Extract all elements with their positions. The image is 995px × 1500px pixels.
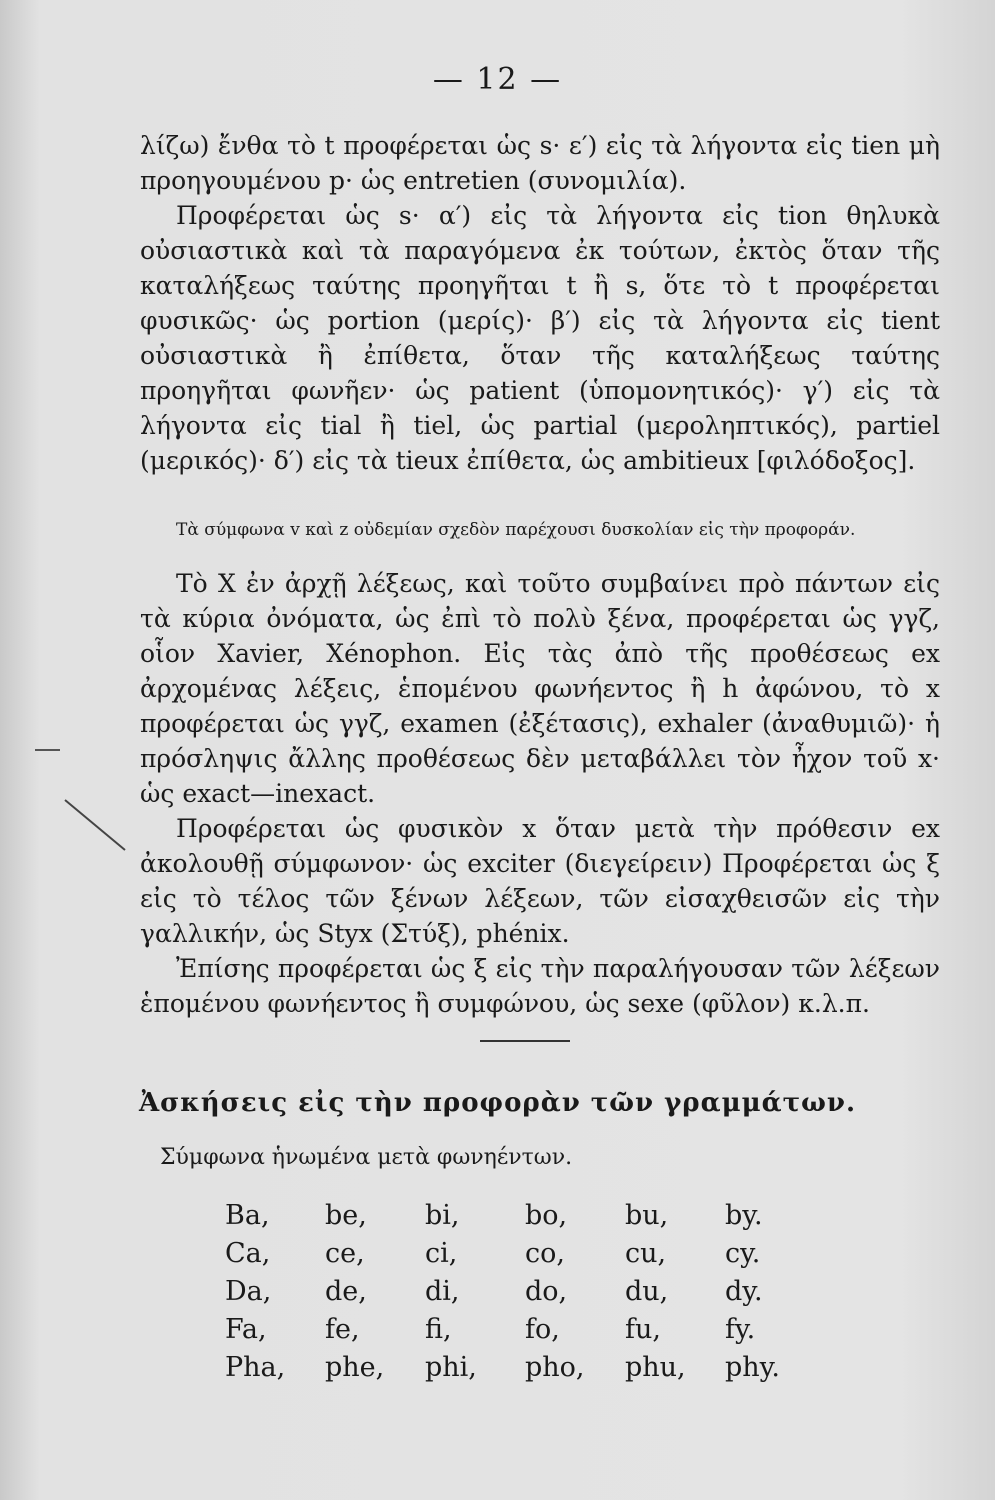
text-block-1 <box>140 128 940 478</box>
syllable-cell: de, <box>325 1275 367 1307</box>
syllable-cell: di, <box>425 1275 460 1307</box>
exercise-title: Ἀσκήσεις εἰς τὴν προφορὰν τῶν γραμμάτων. <box>138 1088 857 1118</box>
syllable-cell: Da, <box>225 1275 272 1307</box>
syllable-cell: phi, <box>425 1351 477 1383</box>
syllable-cell: fo, <box>525 1313 560 1345</box>
syllable-cell: pho, <box>525 1351 585 1383</box>
syllable-cell: fy. <box>725 1313 756 1345</box>
syllable-row <box>225 1272 825 1310</box>
syllable-cell: Ba, <box>225 1199 270 1231</box>
syllable-cell: bo, <box>525 1199 568 1231</box>
syllable-cell: co, <box>525 1237 565 1269</box>
paragraph-4: Προφέρεται ὡς φυσικὸν x ὅταν μετὰ τὴν πρόθεσιν ex ἀκολουθῇ σύμφωνον· ὡς exciter (διεγείρειν) Προφέρεται ὡς ξ εἰς τὸ τέλος τῶν ξένων λέξεων, τῶν εἰσαχθεισῶν εἰς τὴν γαλλικήν, ὡς Styx (Στύξ), phénix. <box>140 814 940 948</box>
syllable-cell: ci, <box>425 1237 458 1269</box>
syllable-cell: Pha, <box>225 1351 286 1383</box>
syllable-cell: fi, <box>425 1313 452 1345</box>
paragraph-3: Τὸ X ἐν ἀρχῇ λέξεως, καὶ τοῦτο συμβαίνει πρὸ πάντων εἰς τὰ κύρια ὀνόματα, ὡς ἐπὶ τὸ πολὺ ξένα, προφέρεται ὡς γγζ, οἷον Xavier, Xénophon. Εἰς τὰς ἀπὸ τῆς προθέσεως ex ἀρχομένας λέξεις, ἑπομένου φωνήεντος ἢ h ἀφώνου, τὸ x προφέρεται ὡς γγζ, examen (ἐξέτασις), exhaler (ἀναθυμιῶ)· ἡ πρόσληψις ἄλλης προθέσεως δὲν μεταβάλλει τὸν ἦχον τοῦ x· ὡς exact—inexact. <box>140 569 940 808</box>
exercise-subtitle: Σύμφωνα ἡνωμένα μετὰ φωνηέντων. <box>160 1145 573 1170</box>
paragraph-5: Ἐπίσης προφέρεται ὡς ξ εἰς τὴν παραλήγουσαν τῶν λέξεων ἑπομένου φωνήεντος ἢ συμφώνου, ὡς sexe (φῦλον) κ.λ.π. <box>140 954 940 1018</box>
syllable-cell: cy. <box>725 1237 761 1269</box>
paragraph-2: Προφέρεται ὡς s· α′) εἰς τὰ λήγοντα εἰς tion θηλυκὰ οὐσιαστικὰ καὶ τὰ παραγόμενα ἐκ τούτων, ἐκτὸς ὅταν τῆς καταλήξεως ταύτης προηγῆται t ἢ s, ὅτε τὸ t προφέρεται φυσικῶς· ὡς portion (μερίς)· β′) εἰς τὰ λήγοντα εἰς tient οὐσιαστικὰ ἢ ἐπίθετα, ὅταν τῆς καταλήξεως ταύτης προηγῆται φωνῆεν· ὡς patient (ὑπομονητικός)· γ′) εἰς τὰ λήγοντα εἰς tial ἢ tiel, ὡς partial (μεροληπτικός), partiel (μερικός)· δ′) εἰς τὰ tieux ἐπίθετα, ὡς ambitieux [φιλόδοξος]. <box>140 201 940 475</box>
syllable-row <box>225 1348 825 1386</box>
syllable-cell: phy. <box>725 1351 780 1383</box>
syllable-cell: phu, <box>625 1351 686 1383</box>
syllable-row <box>225 1310 825 1348</box>
syllable-cell: du, <box>625 1275 669 1307</box>
syllable-cell: Fa, <box>225 1313 267 1345</box>
text-block-2 <box>140 566 940 1021</box>
syllable-cell: phe, <box>325 1351 385 1383</box>
syllable-row <box>225 1234 825 1272</box>
syllable-cell: fe, <box>325 1313 360 1345</box>
paragraph-1: λίζω) ἔνθα τὸ t προφέρεται ὡς s· ε′) εἰς τὰ λήγοντα εἰς tien μὴ προηγουμένου p· ὡς entretien (συνομιλία). <box>140 131 940 195</box>
syllable-row <box>225 1196 825 1234</box>
syllable-table <box>225 1196 825 1386</box>
syllable-cell: cu, <box>625 1237 667 1269</box>
syllable-cell: Ca, <box>225 1237 271 1269</box>
margin-mark-icon <box>30 740 140 860</box>
page-number: — 12 — <box>432 62 563 97</box>
syllable-cell: fu, <box>625 1313 661 1345</box>
syllable-cell: ce, <box>325 1237 365 1269</box>
syllable-cell: do, <box>525 1275 568 1307</box>
syllable-cell: be, <box>325 1199 367 1231</box>
syllable-cell: bi, <box>425 1199 460 1231</box>
section-divider <box>480 1040 570 1042</box>
syllable-cell: by. <box>725 1199 763 1231</box>
syllable-cell: bu, <box>625 1199 669 1231</box>
syllable-cell: dy. <box>725 1275 763 1307</box>
consonant-note: Τὰ σύμφωνα v καὶ z οὐδεμίαν σχεδὸν παρέχουσι δυσκολίαν εἰς τὴν προφοράν. <box>176 520 856 540</box>
